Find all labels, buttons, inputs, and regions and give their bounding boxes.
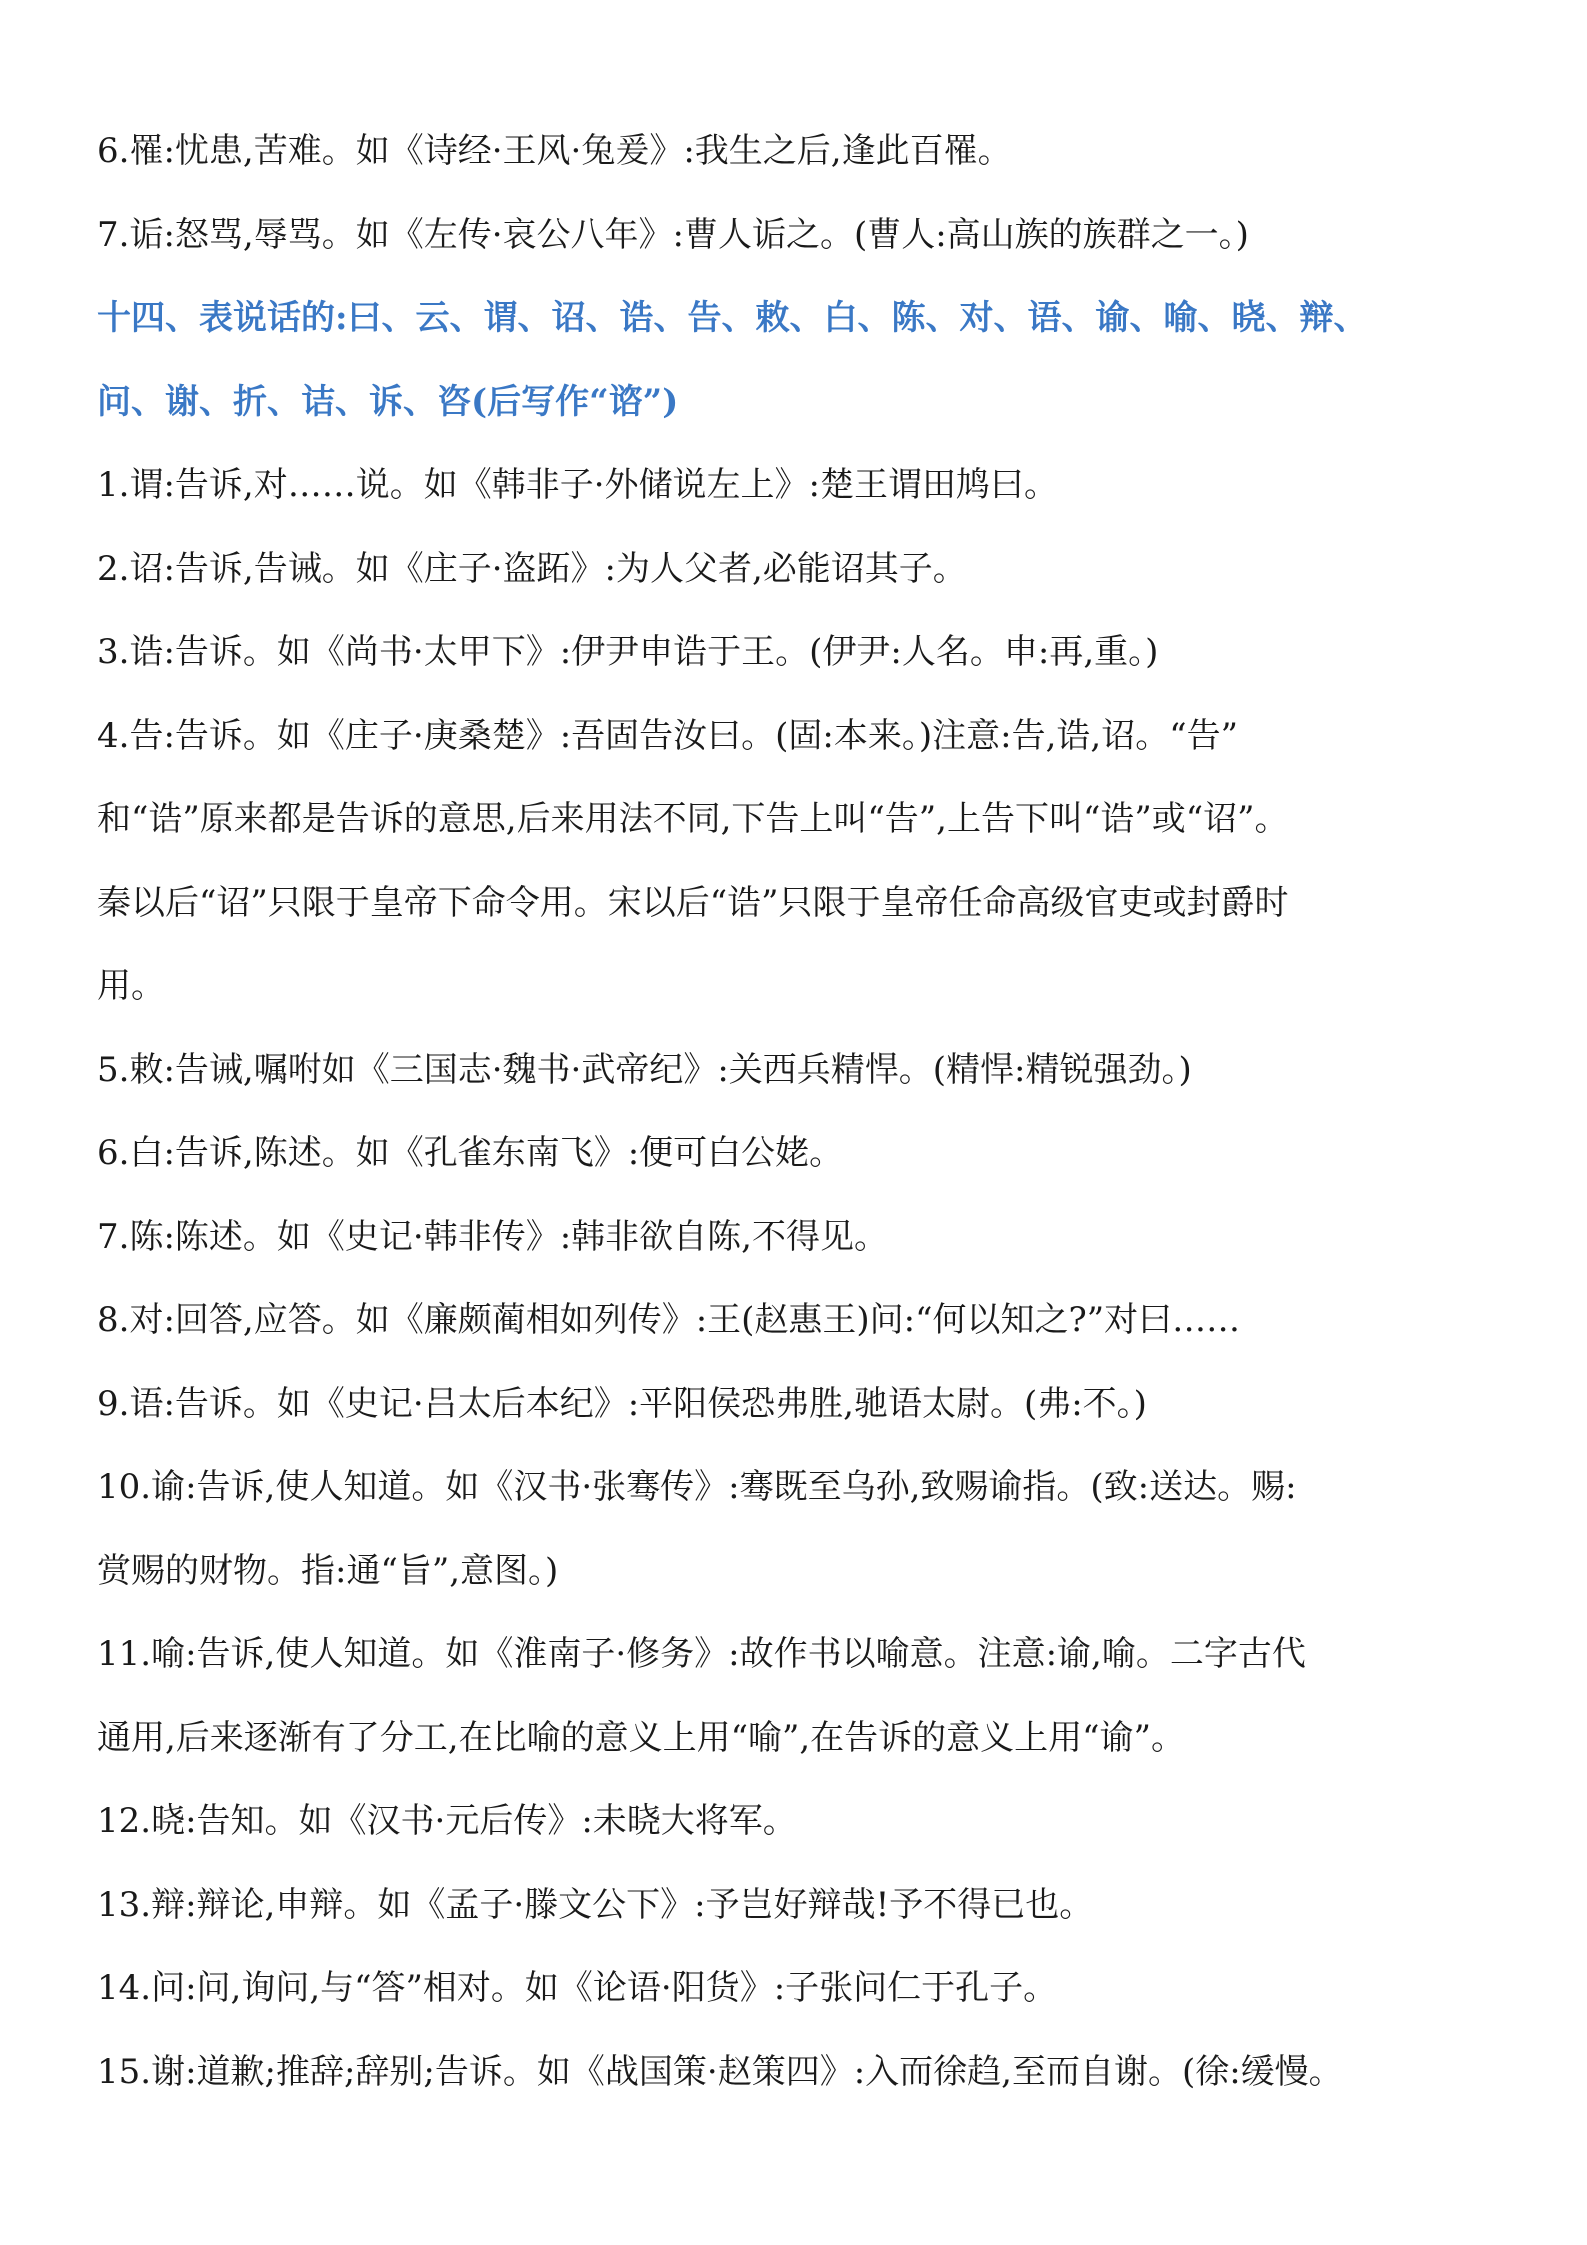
text-line: 8.对:回答,应答。如《廉颇蔺相如列传》:王(赵惠王)问:“何以知之?”对曰…… <box>97 1300 1241 1340</box>
text-line: 15.谢:道歉;推辞;辞别;告诉。如《战国策·赵策四》:入而徐趋,至而自谢。(徐:缓慢。 <box>97 2051 1343 2092</box>
text-line: 11.喻:告诉,使人知道。如《淮南子·修务》:故作书以喻意。注意:谕,喻。二字古代 <box>97 1634 1306 1674</box>
text-line: 4.告:告诉。如《庄子·庚桑楚》:吾固告汝曰。(固:本来。)注意:告,诰,诏。“告” <box>97 715 1238 756</box>
text-line: 6.罹:忧患,苦难。如《诗经·王风·兔爰》:我生之后,逢此百罹。 <box>97 131 1012 171</box>
text-line: 5.敕:告诫,嘱咐如《三国志·魏书·武帝纪》:关西兵精悍。(精悍:精锐强劲。) <box>97 1049 1192 1090</box>
text-line: 赏赐的财物。指:通“旨”,意图。) <box>97 1550 559 1591</box>
text-line: 7.陈:陈述。如《史记·韩非传》:韩非欲自陈,不得见。 <box>97 1216 888 1257</box>
text-line: 10.谕:告诉,使人知道。如《汉书·张骞传》:骞既至乌孙,致赐谕指。(致:送达。赐: <box>97 1467 1297 1507</box>
text-line: 7.诟:怒骂,辱骂。如《左传·哀公八年》:曹人诟之。(曹人:高山族的族群之一。) <box>97 214 1249 255</box>
text-line: 12.晓:告知。如《汉书·元后传》:未晓大将军。 <box>97 1801 797 1841</box>
text-line: 1.谓:告诉,对……说。如《韩非子·外储说左上》:楚王谓田鸠曰。 <box>97 465 1058 505</box>
text-line: 和“诰”原来都是告诉的意思,后来用法不同,下告上叫“告”,上告下叫“诰”或“诏”。 <box>97 799 1289 839</box>
text-line: 用。 <box>97 966 165 1006</box>
text-line: 2.诏:告诉,告诫。如《庄子·盗跖》:为人父者,必能诏其子。 <box>97 548 967 589</box>
text-line: 13.辩:辩论,申辩。如《孟子·滕文公下》:予岂好辩哉!予不得已也。 <box>97 1884 1094 1925</box>
section-heading: 十四、表说话的:曰、云、谓、诏、诰、告、敕、白、陈、对、语、谕、喻、晓、辩、 <box>97 298 1368 338</box>
text-line: 3.诰:告诉。如《尚书·太甲下》:伊尹申诰于王。(伊尹:人名。申:再,重。) <box>97 632 1159 672</box>
section-heading: 问、谢、折、诘、诉、咨(后写作“谘”) <box>97 381 679 422</box>
text-line: 9.语:告诉。如《史记·吕太后本纪》:平阳侯恐弗胜,驰语太尉。(弗:不。) <box>97 1383 1147 1424</box>
text-line: 14.问:问,询问,与“答”相对。如《论语·阳货》:子张问仁于孔子。 <box>97 1968 1058 2008</box>
text-line: 秦以后“诏”只限于皇帝下命令用。宋以后“诰”只限于皇帝任命高级官吏或封爵时 <box>97 882 1289 923</box>
text-line: 6.白:告诉,陈述。如《孔雀东南飞》:便可白公姥。 <box>97 1133 844 1173</box>
document-page <box>97 110 1507 2114</box>
text-line: 通用,后来逐渐有了分工,在比喻的意义上用“喻”,在告诉的意义上用“谕”。 <box>97 1717 1185 1758</box>
